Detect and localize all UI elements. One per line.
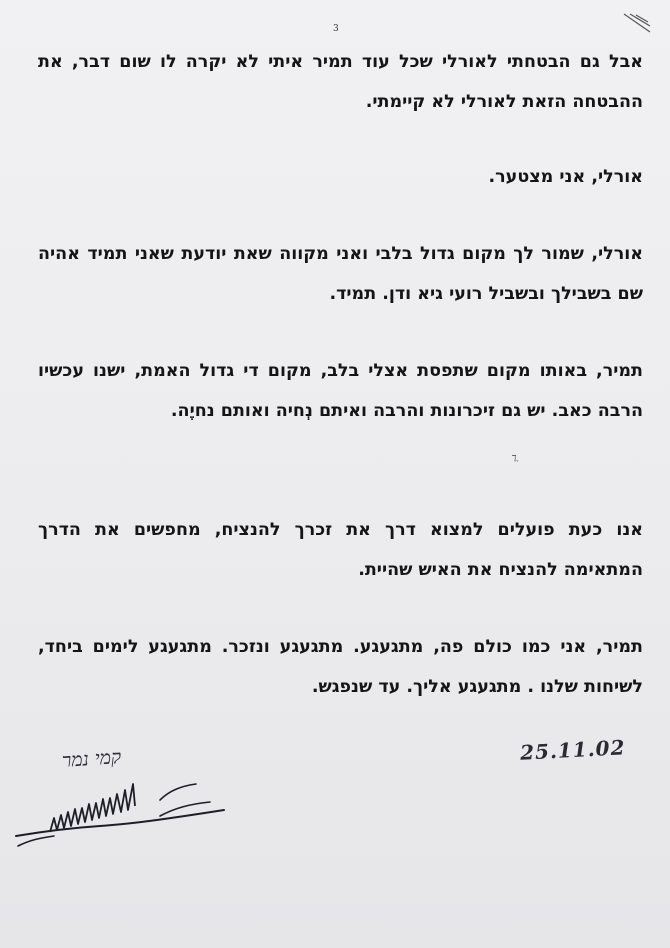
signature	[10, 780, 230, 850]
handwritten-date: 25.11.02	[519, 735, 626, 765]
paragraph-tamir-heart: תמיר, באותו מקום שתפסת אצלי בלב, מקום די גדול האמת, ישנו עכשיו הרבה כאב. יש גם זיכרונות והרבה ואיתם נְחיה ואותם נחיֶה.	[38, 361, 643, 421]
paragraph-orly: אורלי, שמור לך מקום גדול בלבי ואני מקווה שאת יודעת שאני תמיד אהיה שם בשבילך ובשביל רועי גיא ודן. תמיד.	[38, 244, 643, 304]
paragraph-apology: אורלי, אני מצטער.	[488, 167, 643, 187]
handwritten-correction: דֶ ֶ	[512, 453, 521, 463]
paragraph-commemoration: אנו כעת פועלים למצוא דרך את זכרך להנציח, מחפשים את הדרך המתאימה להנציח את האיש שהיית.	[38, 520, 643, 580]
paragraph-longing: תמיר, אני כמו כולם פה, מתגעגע. מתגעגע ונזכר. מתגעגע לימים ביחד, לשיחות שלנו . מתגעגע אליך. עד שנפגש.	[38, 637, 643, 697]
page-number: 3	[333, 24, 339, 34]
handwritten-name: קמי נמר	[61, 745, 122, 773]
paragraph-promise: אבל גם הבטחתי לאורלי שכל עוד תמיר איתי לא יקרה לו שום דבר, את ההבטחה הזאת לאורלי לא קיימתי.	[38, 52, 643, 112]
corner-mark	[622, 12, 652, 34]
